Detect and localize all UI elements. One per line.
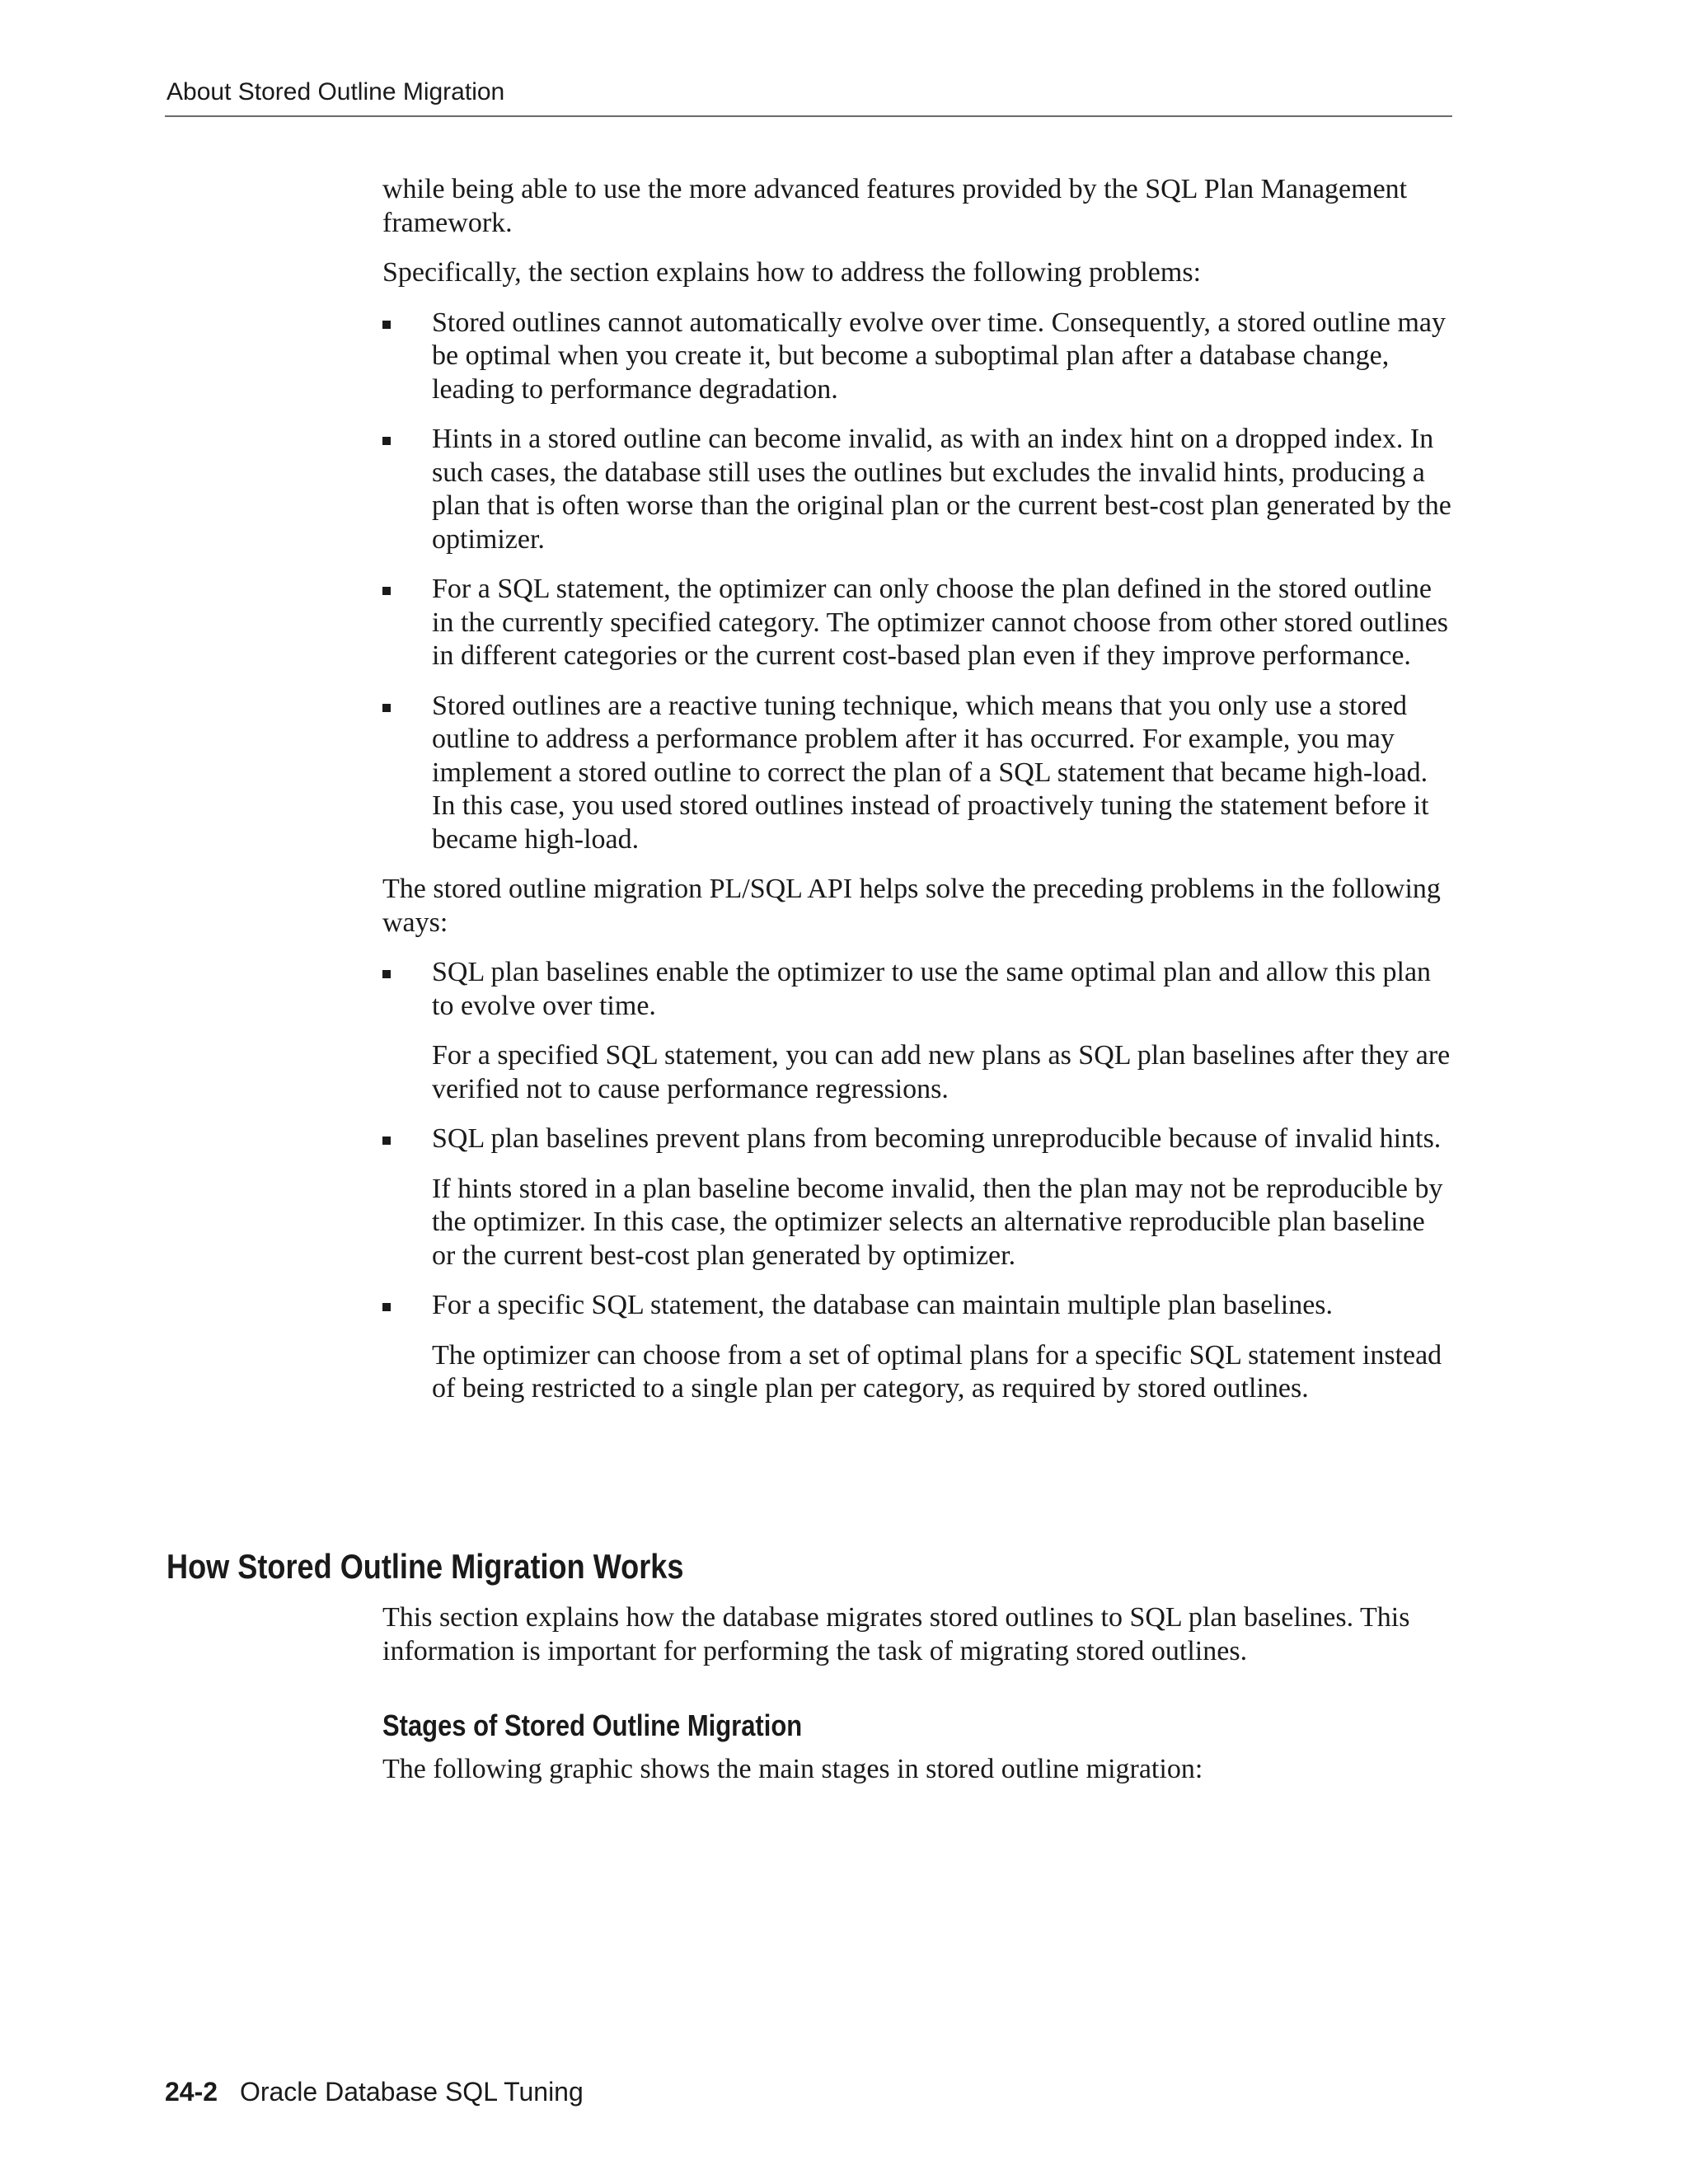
list-item [382,1122,1454,1272]
problems-lead-in: Specifically, the section explains how to address the following problems: [382,257,1202,288]
list-item-text: For a SQL statement, the optimizer can only choose the plan defined in the stored outline in the currently specified category. The optimizer cannot choose from other stored outlines in different categories or the current cost-based plan even if they improve performance. [432,574,1449,671]
solutions-intro: The stored outline migration PL/SQL API helps solve the preceding problems in the following ways: [382,874,1441,938]
main-content [382,173,1454,1422]
problems-list [382,307,1454,857]
list-item-text: SQL plan baselines prevent plans from becoming unreproducible because of invalid hints. [432,1123,1442,1154]
list-item-text: Hints in a stored outline can become invalid, as with an index hint on a dropped index. In such cases, the database still uses the outlines but excludes the invalid hints, producing a plan that is often worse than the original plan or the current best-cost plan generated by the optimizer. [432,424,1451,555]
header-rule [165,115,1452,117]
square-bullet-icon [382,587,391,595]
solutions-list [382,956,1454,1406]
list-item-detail: The optimizer can choose from a set of optimal plans for a specific SQL statement instead of being restricted to a single plan per category, as required by stored outlines. [432,1339,1442,1404]
list-item-detail: If hints stored in a plan baseline become invalid, then the plan may not be reproducible by the optimizer. In this case, the optimizer selects an alternative reproducible plan baseline or the current best-cost plan generated by optimizer. [432,1173,1443,1271]
list-item [382,956,1454,1106]
square-bullet-icon [382,1137,391,1145]
square-bullet-icon [382,970,391,978]
page-number: 24-2 [165,2077,218,2107]
intro-continuation: while being able to use the more advanced features provided by the SQL Plan Management framework. [382,174,1408,238]
list-item-text: Stored outlines are a reactive tuning technique, which means that you only use a stored outline to address a performance problem after it has occurred. For example, you may implement a stored outline to correct the plan of a SQL statement that became high-load. In this case, you used stored outlines instead of proactively tuning the statement before it became high-load. [432,690,1429,855]
list-item [382,690,1454,857]
subsection-body: The following graphic shows the main stages in stored outline migration: [382,1754,1203,1784]
list-item [382,307,1454,407]
list-item [382,1289,1454,1406]
list-item-detail: For a specified SQL statement, you can add new plans as SQL plan baselines after they are verified not to cause performance regressions. [432,1040,1451,1104]
list-item-text: For a specific SQL statement, the database can maintain multiple plan baselines. [432,1290,1334,1320]
list-item [382,573,1454,673]
square-bullet-icon [382,704,391,712]
page-footer [165,2075,584,2108]
list-item [382,423,1454,556]
square-bullet-icon [382,437,391,445]
subsection-heading: Stages of Stored Outline Migration [382,1708,803,1742]
section-heading: How Stored Outline Migration Works [166,1547,684,1586]
square-bullet-icon [382,1303,391,1311]
book-title: Oracle Database SQL Tuning [239,2077,584,2107]
section-body: This section explains how the database migrates stored outlines to SQL plan baselines. This information is important for performing the task of migrating stored outlines. [382,1602,1410,1666]
square-bullet-icon [382,321,391,329]
list-item-text: SQL plan baselines enable the optimizer to use the same optimal plan and allow this plan to evolve over time. [432,957,1432,1021]
list-item-text: Stored outlines cannot automatically evolve over time. Consequently, a stored outline may be optimal when you create it, but become a suboptimal plan after a database change, leading to performance degradation. [432,307,1446,405]
running-header: About Stored Outline Migration [166,78,505,105]
